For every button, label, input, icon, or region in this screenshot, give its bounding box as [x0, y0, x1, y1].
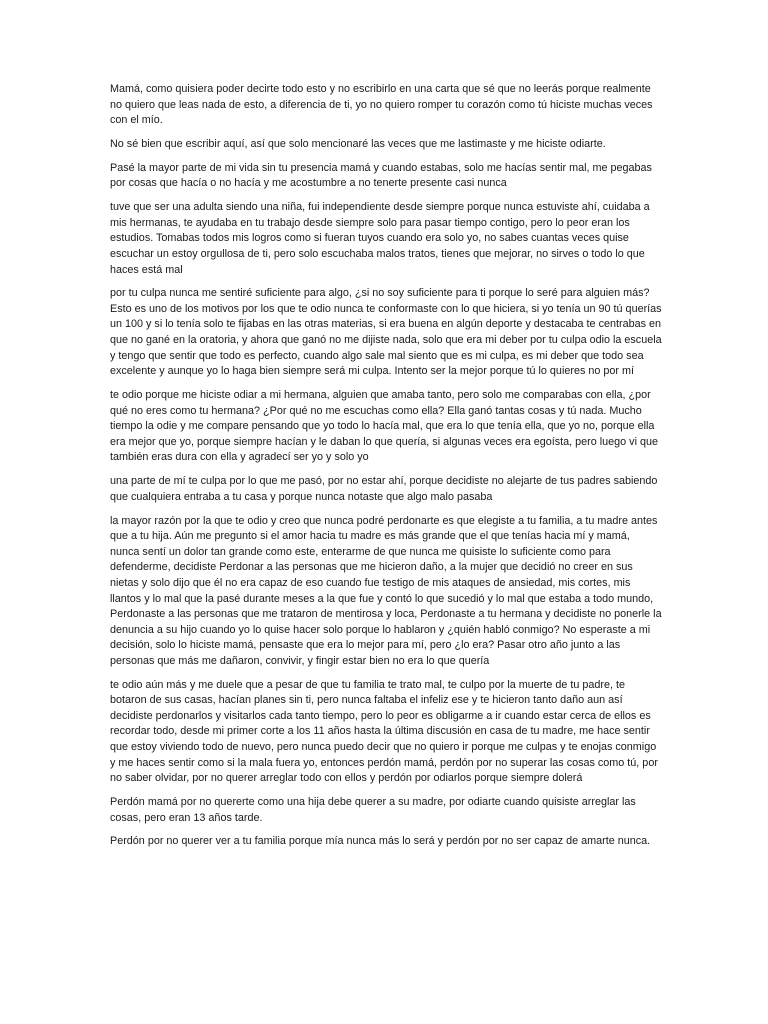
paragraph: te odio aún más y me duele que a pesar de que tu familia te trato mal, te culpo por la muerte de tu padre, te botaron de sus casas, hacían planes sin ti, pero nunca faltaba el infeliz ese y te hicieron tanto daño aun así decidiste perdonarlos y visitarlos cada tanto tiempo, pero lo peor es obligarme a ir cuando estar cerca de ellos es recordar todo, desde mi primer corte a los 11 años hasta la última discusión en casa de tu madre, me hace sentir que estoy viviendo todo de nuevo, pero nunca puedo decir que no quiero ir porque me culpas y te enojas conmigo y me haces sentir como si la mala fuera yo, entonces perdón mamá, perdón por no superar las cosas como tú, por no saber olvidar, por no querer arreglar todo con ellos y perdón por odiarlos porque siempre dolerá	[110, 678, 658, 785]
paragraph: una parte de mí te culpa por lo que me pasó, por no estar ahí, porque decidiste no alejarte de tus padres sabiendo que cualquiera entraba a tu casa y porque nunca notaste que algo malo pasaba	[110, 475, 658, 503]
paragraph: te odio porque me hiciste odiar a mi hermana, alguien que amaba tanto, pero solo me comparabas con ella, ¿por qué no eres como tu hermana? ¿Por qué no me escuchas como ella? Ella ganó tantas cosas y tú nada. Mucho tiempo la odie y me compare pensando que yo todo lo hacía mal, que era lo que tenía ella, que yo no, porque ella era mejor que yo, porque siempre hacían y le daban lo que quería, si algunas veces era egoísta, pero luego vi que también eras dura con ella y agradecí ser yo y solo yo	[110, 389, 658, 464]
paragraph: por tu culpa nunca me sentiré suficiente para algo, ¿si no soy suficiente para ti porque lo seré para alguien más? Esto es uno de los motivos por los que te odio nunca te conformaste con lo que hiciera, si yo tenía un 90 tú querías un 100 y si lo tenía solo te fijabas en las otras materias, si era buena en algún deporte y destacaba te centrabas en que no gané en la oratoria, y ahora que ganó no me dijiste nada, solo que era mi deber por tu culpa odio la escuela y tengo que sentir que todo es perfecto, cuando algo sale mal siento que es mi culpa, es mi deber que todo sea excelente y aunque yo lo haga bien siempre será mi culpa. Intento ser la mejor porque tú lo quieres no por mí	[110, 287, 662, 378]
document-page	[110, 82, 662, 858]
paragraph: Perdón mamá por no quererte como una hija debe querer a su madre, por odiarte cuando quisiste arreglar las cosas, pero eran 13 años tarde.	[110, 796, 636, 824]
paragraph: Pasé la mayor parte de mi vida sin tu presencia mamá y cuando estabas, solo me hacías sentir mal, me pegabas por cosas que hacía o no hacía y me acostumbre a no tenerte presente casi nunca	[110, 161, 652, 190]
paragraph: Mamá, como quisiera poder decirte todo esto y no escribirlo en una carta que sé que no leerás porque realmente no quiero que leas nada de esto, a diferencia de ti, yo no quiero romper tu corazón como tú hiciste muchas veces con el mío.	[110, 83, 653, 127]
paragraph: No sé bien que escribir aquí, así que solo mencionaré las veces que me lastimaste y me hiciste odiarte.	[110, 137, 606, 150]
paragraph: Perdón por no querer ver a tu familia porque mía nunca más lo será y perdón por no ser capaz de amarte nunca.	[110, 835, 651, 848]
paragraph: tuve que ser una adulta siendo una niña, fui independiente desde siempre porque nunca estuviste ahí, cuidaba a mis hermanas, te ayudaba en tu trabajo desde siempre solo para pasar tiempo contigo, pero lo peor eran los estudios. Tomabas todos mis logros como si fueran tuyos cuando era solo yo, no sabes cuantas veces quise escuchar un estoy orgullosa de ti, pero solo escuchaba malos tratos, tienes que mejorar, no sirves o todo lo que haces está mal	[110, 201, 650, 276]
paragraph: la mayor razón por la que te odio y creo que nunca podré perdonarte es que elegiste a tu familia, a tu madre antes que a tu hija. Aún me pregunto si el amor hacia tu madre es más grande que el que tenías hacia mí y mamá, nunca sentí un dolor tan grande como este, enterarme de que nunca me quisiste lo suficiente como para defenderme, decidiste Perdonar a las personas que me hicieron daño, a la mujer que decidió no creer en sus nietas y solo dijo que él no era capaz de eso cuando fue testigo de mis ataques de ansiedad, mis cortes, mis llantos y lo mal que la pasé durante meses a la que fue y contó lo que sucedió y lo mal que estaba a todo mundo, Perdonaste a las personas que me trataron de mentirosa y loca, Perdonaste a tu hermana y decidiste no ponerle la denuncia a su hijo cuando yo lo quise hacer solo porque lo hablaron y ¿quién habló conmigo? No esperaste a mi decisión, solo lo hiciste mamá, pensaste que era lo mejor para mí, pero ¿lo era? Pasar otro año junto a las personas que más me dañaron, convivir, y fingir estar bien no era lo que quería	[110, 514, 662, 667]
